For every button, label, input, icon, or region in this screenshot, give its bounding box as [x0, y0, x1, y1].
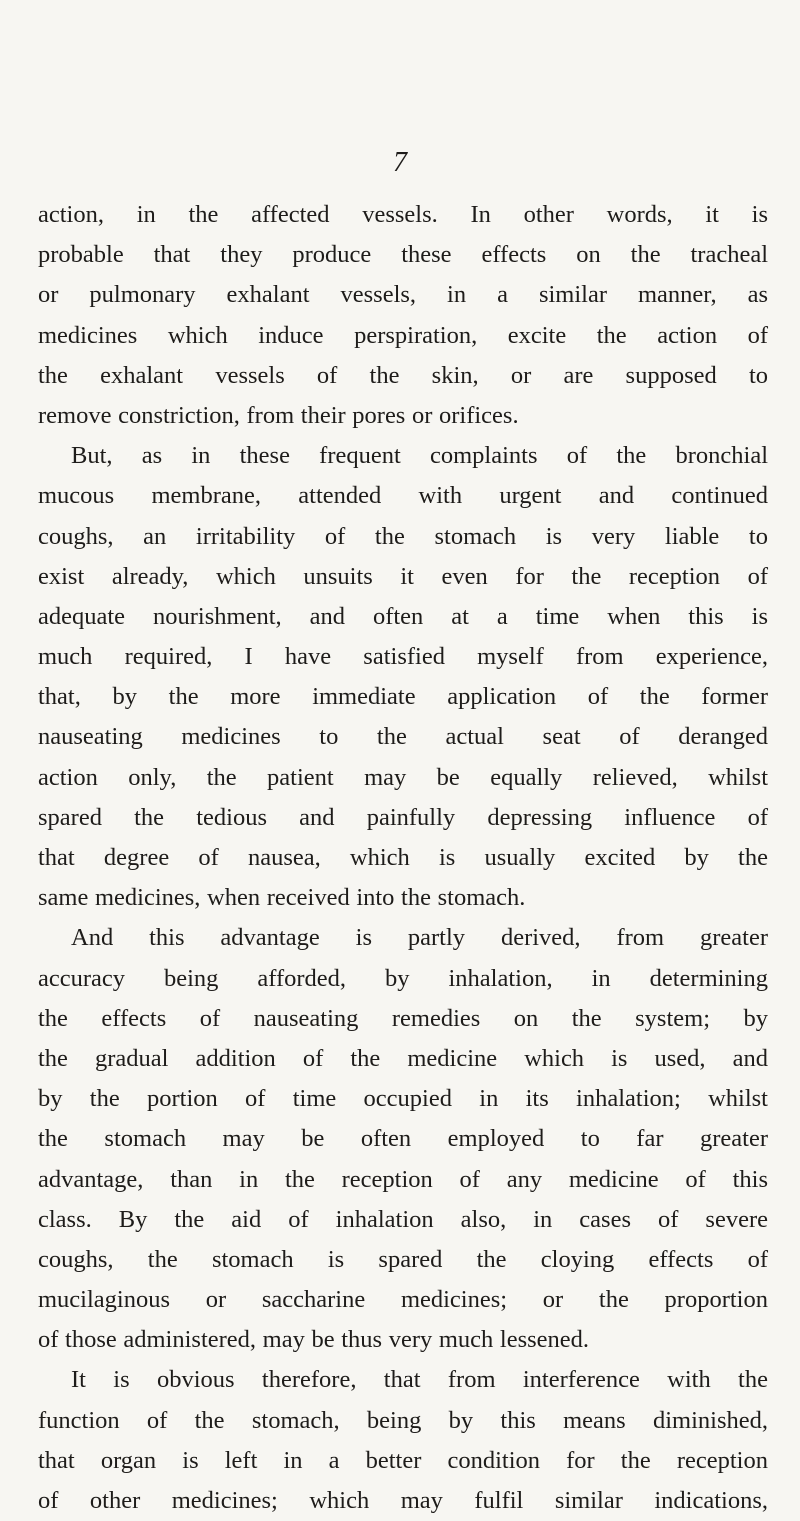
text-line: And this advantage is partly derived, from greater [71, 924, 768, 952]
text-line: much required, I have satisfied myself from experience, [38, 643, 768, 671]
text-line: accuracy being afforded, by inhalation, in determining [38, 964, 768, 992]
text-line: the stomach may be often employed to far greater [38, 1125, 768, 1153]
text-line: medicines which induce perspiration, excite the action of [38, 321, 768, 349]
text-line: mucilaginous or saccharine medicines; or the proportion [38, 1286, 768, 1314]
text-line: advantage, than in the reception of any medicine of this [38, 1165, 768, 1193]
text-line: class. By the aid of inhalation also, in cases of severe [38, 1205, 768, 1233]
text-line: of other medicines; which may fulfil similar indications, [38, 1487, 768, 1514]
text-line: that degree of nausea, which is usually excited by the [38, 844, 768, 871]
text-line: probable that they produce these effects on the tracheal [38, 241, 768, 269]
text-line: function of the stomach, being by this means diminished, [38, 1406, 768, 1434]
body-text [38, 195, 768, 1521]
text-line: or pulmonary exhalant vessels, in a similar manner, as [38, 281, 768, 309]
page-number: 7 [393, 147, 407, 178]
text-line: action, in the affected vessels. In other words, it is [38, 201, 768, 228]
text-line: by the portion of time occupied in its inhalation; whilst [38, 1085, 768, 1113]
text-line: coughs, an irritability of the stomach is very liable to [38, 522, 768, 550]
text-line: that, by the more immediate application of the former [38, 683, 768, 711]
text-line: the exhalant vessels of the skin, or are supposed to [38, 361, 768, 389]
text-line: But, as in these frequent complaints of the bronchial [71, 442, 768, 470]
text-line: that organ is left in a better condition for the reception [38, 1446, 768, 1474]
text-line: spared the tedious and painfully depressing influence of [38, 803, 768, 831]
text-line: same medicines, when received into the stomach. [38, 884, 526, 912]
text-line: remove constriction, from their pores or orifices. [38, 401, 519, 429]
text-line: coughs, the stomach is spared the cloying effects of [38, 1245, 768, 1273]
text-line: the gradual addition of the medicine which is used, and [38, 1044, 768, 1072]
text-line: mucous membrane, attended with urgent and continued [38, 482, 768, 510]
text-line: It is obvious therefore, that from interference with the [71, 1366, 768, 1394]
text-line: exist already, which unsuits it even for the reception of [38, 562, 768, 590]
text-line: of those administered, may be thus very much lessened. [38, 1326, 590, 1354]
text-line: nauseating medicines to the actual seat of deranged [38, 723, 768, 751]
text-line: the effects of nauseating remedies on the system; by [38, 1004, 768, 1032]
text-line: action only, the patient may be equally relieved, whilst [38, 763, 768, 791]
text-line: adequate nourishment, and often at a time when this is [38, 602, 768, 630]
